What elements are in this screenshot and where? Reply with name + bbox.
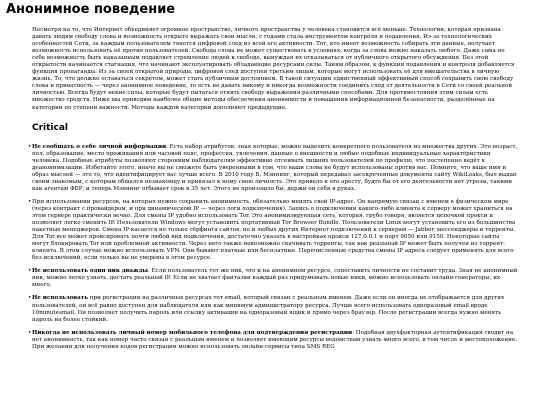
list-item — [28, 143, 518, 193]
bullet-icon: • — [28, 329, 32, 336]
rule-text: . Подобная двухфакторная аутентификация сводит на нет анонимность, так как номер часто связан с реальным именем и позволяет имеющим ресурсы ведомствам узнать много всего, в том числе и местоположение. При желании для получения кодов регистрации можно использовать онлайн-сервисы типа SMS REG — [32, 329, 517, 350]
rule-emphasis: Не сообщать о себе личной информации — [32, 143, 167, 150]
rule-emphasis: Не использовать один ник дважды — [32, 268, 149, 275]
rule-emphasis: Никогда не использовать личный номер мобильного телефона для подтверждения регистрации — [32, 329, 353, 336]
bullet-icon: • — [28, 143, 32, 150]
rule-text: . Если пользователь тот же ник, что и на анонимном ресурсе, сопоставить личности не составит труда. Зная не анонимный ник, можно легко узнать, достать реальный IP. Если не хватает фантазии каждый раз придумывать новые ники, можно использовать онлайн-генераторы, их много. — [32, 268, 518, 289]
article-body — [28, 27, 518, 357]
rule-text: при регистрации на различных ресурсах тот email, который связан с реальным именем. Даже если он иногда не отображается для других пользователей, он всё равно доступен для наблюдателя или как минимум администратору ресурса. Лучше всего использовать одноразовый email вроде 10minutesmail. Он позволяет получить пароль или ссылку активации на одноразовый ящик и прямо через браузер. После регистрации всегда нужно менять пароль на более стойкий. — [32, 295, 505, 323]
section-heading-critical: Critical — [32, 122, 69, 133]
page-title: Анонимное поведение — [6, 2, 176, 17]
list-item — [28, 295, 518, 323]
list-item — [28, 329, 518, 351]
rule-emphasis: Не использовать — [32, 295, 88, 302]
bullet-icon: • — [28, 268, 32, 275]
rule-text: . Есть набор атрибутов, зная которые, можно выделить конкретного пользователя из множества других. Это возраст, пол, образование, место проживания или часовой пояс, профессия, увлечения, данные о внешности и любые подобные индивидуальные характеристики человека. Подобные атрибуты позволяют сторонним наблюдателям эффективно отсеивать лишних пользователей по профилю, что постепенно ведёт к деанонимизации. Избегайте этого, иначе вы не сможете быть уверенными в том, что ваши слова не будут использованы против вас. Помните, что ваше имя и образ мыслей — это то, что идентифицирует вас лучше всего. В 2010 году Б. Мэннинг, который передавал засекреченные документы сайту WikiLeaks, был выдан своим знакомым, с которым общался незнакомцу и привязал к нему свою личность. Это привело к его аресту, будто бы от его деятельности нет угрозы, такими как агентам ФБР, и теперь Мэннинг отбывает срок в 35 лет. Этого не произошло бы, держи он себя в руках. — [32, 143, 518, 192]
intro-paragraph: Несмотря на то, что Интернет объединяет огромное пространство, личного пространства у человека становится всё меньше. Технологии, которая призвана давать людям свободу слова и возможность открыто выражать свои мысли, с годами стала инструментом контроля и подавления. Из-за технологических особенностей Сети, за каждым пользователем тянется цифровой след из всей его активности. Тот, кто имеет возможность собирать эти данные, получает возможность использовать её против пользователей. Свобода слова не может существовать в условиях, когда за слова можно наказать любого. Даже сама по себе возможность быть наказанным подавляет стремление людей к свободе, вынуждая их отказываться от публичного открытого обсуждения. Без этой открытости начинается стагнация, что начинают эксплуатировать обладающие ресурсами силы. Таким образом, к функции подавления и контроля добавляется функция пропаганды. Из за своей открытой природы, цифровой след доступен третьим лицам, которые могут использовать её для вмешательства в личную жизнь. То, что должно оставаться секретом, может стать публичным достоянием. В такой ситуации единственный эффективный способ сохранить свою свободу слова и приватность — через анонимное поведение, то есть не давать никому и никогда возможности соединить след от деятельности в Сети со своей реальной личностью. Всегда будут некие силы, которые будут пытаться отнять свободу выражения различными способами. Для противостояния этим силам есть множество средств. Ниже мы приводим наиболее общие методы обеспечения анонимности и повышения информационной безопасности, разделённые на категории по степени важности. Методы каждой категории дополняют предыдущие. — [32, 27, 515, 111]
list-item — [28, 268, 518, 289]
bullet-icon: • — [28, 295, 32, 302]
rule-text: При использовании ресурсов, на которых нужно сохранить анонимность, обязательно менять свой IP-адрес. Он напрямую связан с именем в физическом мире (через контракт с провайдером, и при динамическом IP — через логи подключения). Запись о подключении какого-либо клиента к серверу может храниться на этом сервере практически вечно. Для смены IP удобно использовать Tor. Это анонимизирующая сеть, которая, грубо говоря, является цепочкой прокси и позволяет легко сменить IP. Пользователи Windows могут установить портативный Tor Browser Bundle. Пользователи Linux могут установить его из большинства пакетных менеджеров. Смена IP касается не только сёрфинга сайтов, но и любых других Интернет подключений к серверам — Jabber, мессенджеры и торренты. Для Tor все может проксировать почти любой вид подключения, достаточно указать в настройках прокси 127.0.0.1 и порт 9050 или 9150. Некоторые сайты могут блокировать Tor или проблемной активности. Через него также невозможно скачивать торренты, так как реальный IP может быть получен из торрент-клиента. В этом случае можно использовать VPN. Они бывают платные или бесплатные. Перечисленные средства смены IP адреса следует применять для всего без исключений, если только вы не уверены в этом ресурсе. — [32, 198, 516, 262]
bullet-icon: • — [28, 198, 32, 205]
rules-list — [28, 143, 518, 351]
list-item — [28, 198, 518, 262]
